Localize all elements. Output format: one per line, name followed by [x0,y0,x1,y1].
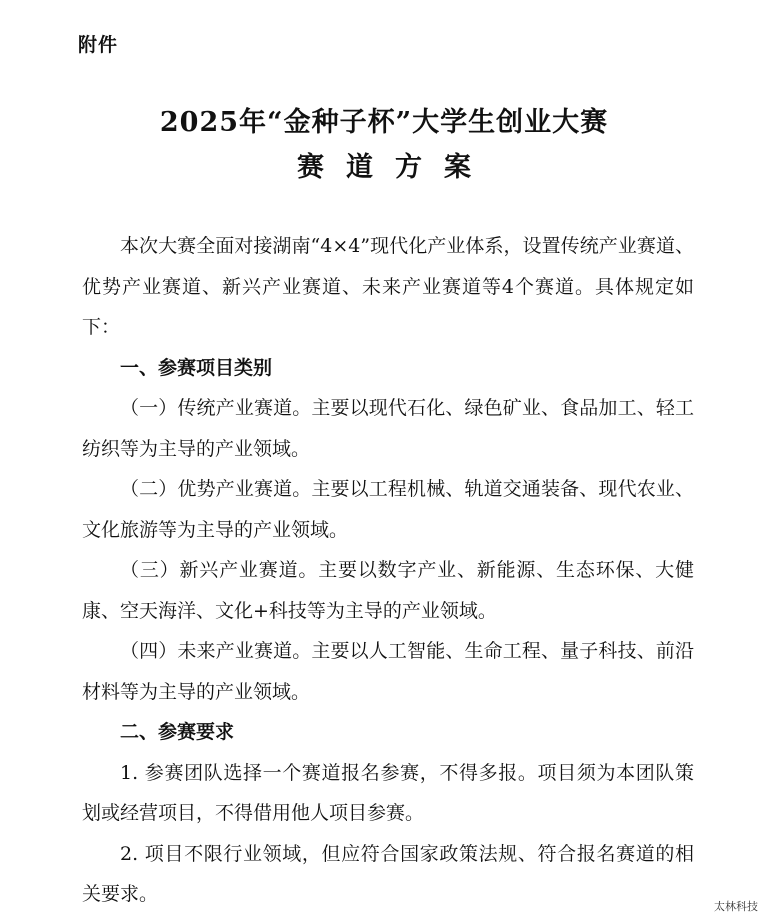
paragraph-requirement-1: 1. 参赛团队选择一个赛道报名参赛，不得多报。项目须为本团队策划或经营项目，不得借用他人项目参赛。 [82,761,694,824]
section-heading-categories: 一、参赛项目类别 [120,356,273,379]
paragraph-traditional-track: （一）传统产业赛道。主要以现代石化、绿色矿业、食品加工、轻工纺织等为主导的产业领域。 [82,397,694,460]
document-body [82,226,694,915]
paragraph-requirement-2: 2. 项目不限行业领域，但应符合国家政策法规、符合报名赛道的相关要求。 [82,842,694,905]
paragraph-advantage-track: （二）优势产业赛道。主要以工程机械、轨道交通装备、现代农业、文化旅游等为主导的产业领域。 [82,478,694,541]
section-heading-requirements: 二、参赛要求 [120,721,235,743]
paragraph-emerging-track: （三）新兴产业赛道。主要以数字产业、新能源、生态环保、大健康、空天海洋、文化+科技等为主导的产业领域。 [82,559,694,622]
watermark: 太林科技 [714,900,758,913]
document-title: 2025年“金种子杯”大学生创业大赛 [159,107,609,138]
intro-paragraph: 本次大赛全面对接湖南“4×4”现代化产业体系，设置传统产业赛道、优势产业赛道、新兴产业赛道、未来产业赛道等4个赛道。具体规定如下： [82,235,694,338]
paragraph-future-track: （四）未来产业赛道。主要以人工智能、生命工程、量子科技、前沿材料等为主导的产业领域。 [82,640,694,703]
document-subtitle: 赛道方案 [297,152,493,183]
attachment-label: 附件 [78,34,119,56]
